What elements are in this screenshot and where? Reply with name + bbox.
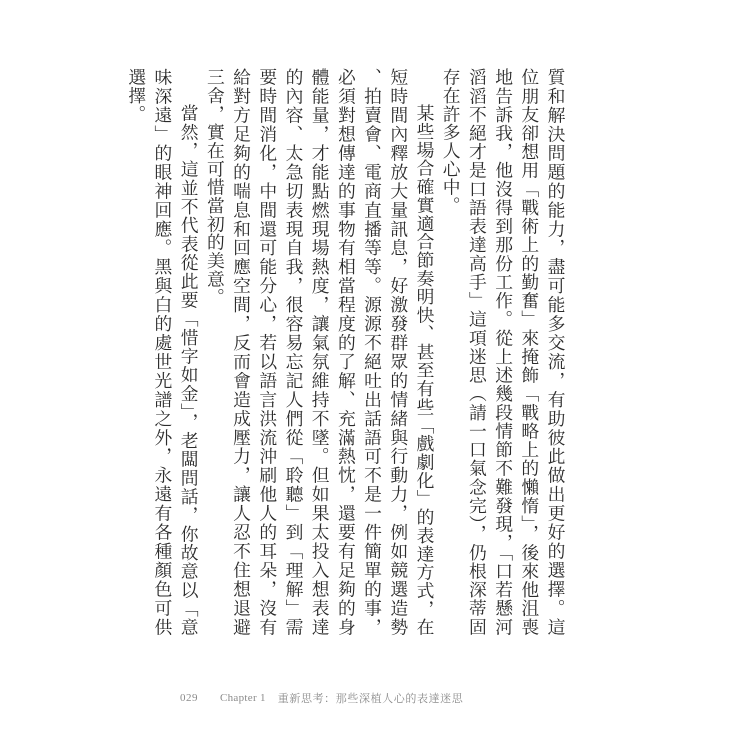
paragraph-1: 質和解決問題的能力，盡可能多交流，有助彼此做出更好的選擇。這位朋友卻想用「戰術上的勤奮」來掩飾「戰略上的懶惰」，後來他沮喪地告訴我，他沒得到那份工作。從上述幾段情節不難發現，「口若懸河滔滔不絕才是口語表達高手」這項迷思（請一口氣念完），仍根深蒂固存在許多人心中。 bbox=[440, 68, 566, 636]
page-number: 029 bbox=[180, 692, 198, 704]
paragraph-2: 某些場合確實適合節奏明快、甚至有些「戲劇化」的表達方式，在短時間內釋放大量訊息，好激發群眾的情緒與行動力，例如競選造勢、拍賣會、電商直播等等。源源不絕吐出話語可不是一件簡單的事，必須對想傳達的事物有相當程度的了解、充滿熱忱，還要有足夠的身體能量，才能點燃現場熱度，讓氣氛維持不墜。但如果太投入想表達的內容、太急切表現自我，很容易忘記人們從「聆聽」到「理解」需要時間消化，中間還可能分心，若以語言洪流沖刷他人的耳朵，沒有給對方足夠的喘息和回應空間，反而會造成壓力，讓人忍不住想退避三舍，實在可惜當初的美意。 bbox=[204, 68, 435, 636]
paragraph-3: 當然，這並不代表從此要「惜字如金」，老闆問話，你故意以「意味深遠」的眼神回應。黑與白的處世光譜之外，永遠有各種顏色可供選擇。 bbox=[125, 68, 200, 636]
vertical-text-columns bbox=[123, 68, 568, 636]
chapter-label: Chapter 1 bbox=[220, 692, 266, 704]
chapter-title: 重新思考：那些深植人心的表達迷思 bbox=[277, 693, 464, 705]
body-text bbox=[125, 68, 568, 636]
page-footer bbox=[180, 690, 463, 706]
